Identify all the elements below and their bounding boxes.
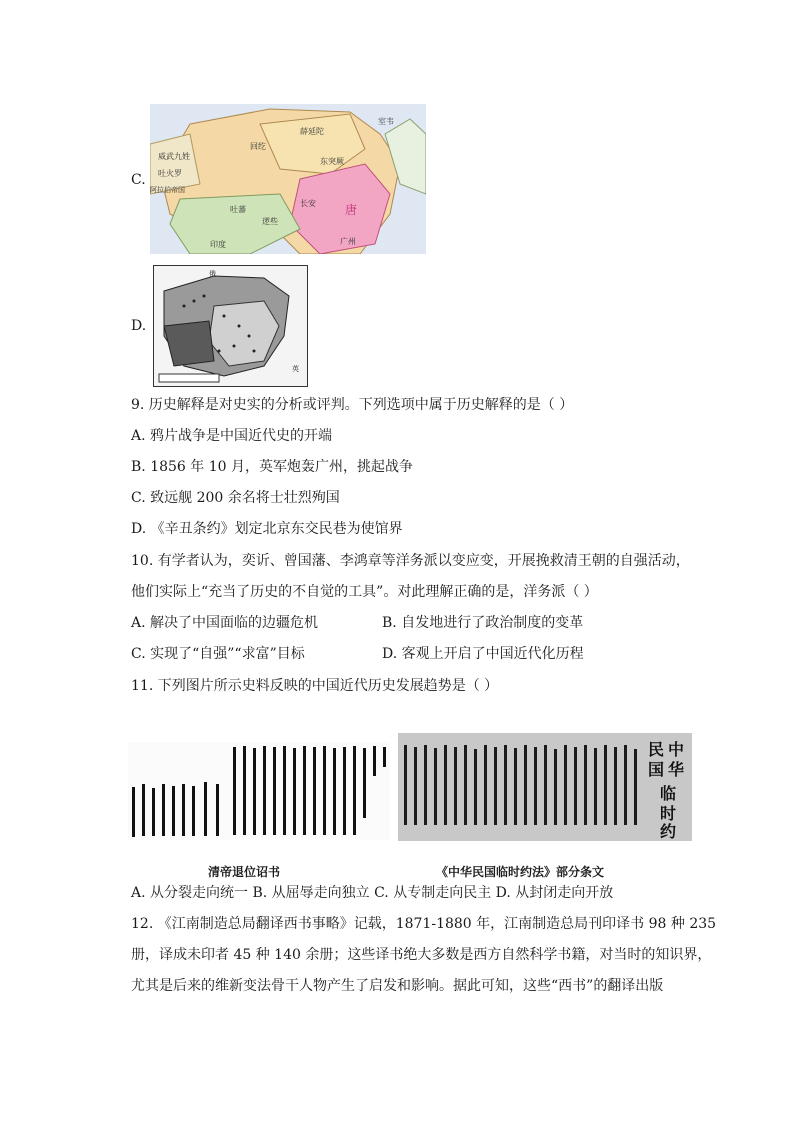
map-label-dongtujue: 东突厥 — [320, 157, 344, 166]
tang-map-svg — [150, 104, 426, 254]
constitution-char-2: 华 — [668, 760, 685, 779]
constitution-char-5: 临 — [660, 784, 677, 803]
qing-abdication-edict-image — [128, 742, 390, 840]
q9-option-c: C. 致远舰 200 余名将士壮烈殉国 — [131, 490, 340, 506]
caption-provisional-constitution: 《中华民国临时约法》部分条文 — [436, 865, 605, 879]
qing-map-svg — [154, 266, 307, 386]
constitution-svg — [398, 733, 692, 841]
constitution-char-1: 中 — [668, 740, 685, 759]
map-label-changan: 长安 — [300, 199, 316, 208]
q10-stem-line2: 他们实际上“充当了历史的不自觉的工具”。对此理解正确的是，洋务派（ ） — [131, 584, 598, 600]
edict-svg — [128, 742, 390, 840]
provisional-constitution-image — [398, 733, 692, 841]
constitution-char-4: 国 — [648, 760, 665, 779]
q12-line3: 尤其是后来的维新变法骨干人物产生了启发和影响。据此可知，这些“西书”的翻译出版 — [131, 978, 664, 994]
q11-options: A. 从分裂走向统一 B. 从屈辱走向独立 C. 从专制走向民主 D. 从封闭走向开放 — [131, 885, 614, 901]
constitution-char-3: 民 — [648, 740, 665, 759]
constitution-char-7: 约 — [660, 822, 677, 841]
q10-option-a: A. 解决了中国面临的边疆危机 — [131, 615, 319, 631]
map-label-tang: 唐 — [345, 203, 358, 217]
map-label-guangzhou: 广州 — [340, 237, 356, 246]
option-c-label: C. — [131, 172, 146, 188]
q9-stem: 9. 历史解释是对史实的分析或评判。下列选项中属于历史解释的是（ ） — [131, 397, 574, 413]
q12-line1: 12. 《江南制造总局翻译西书事略》记载，1871-1880 年，江南制造总局刊印译书 98 种 235 — [131, 916, 717, 932]
map-label-shiwei: 室韦 — [378, 117, 394, 126]
map-label-luoxie: 逻些 — [262, 217, 278, 226]
q9-option-a: A. 鸦片战争是中国近代史的开端 — [131, 428, 333, 444]
tang-dynasty-map — [150, 104, 426, 254]
map-label-jiuxing: 威武九姓 — [158, 152, 190, 161]
map-label-tuhuoluo: 吐火罗 — [158, 169, 182, 178]
map-label-tubo: 吐蕃 — [230, 205, 246, 214]
q9-option-d: D. 《辛丑条约》划定北京东交民巷为使馆界 — [131, 521, 403, 537]
q10-option-c: C. 实现了“自强”“求富”目标 — [131, 646, 305, 662]
q12-line2: 册，译成未印者 45 种 140 余册；这些译书绝大多数是西方自然科学书籍，对当时的知识界， — [131, 947, 712, 963]
caption-abdication-edict: 清帝退位诏书 — [208, 865, 281, 879]
q10-option-b: B. 自发地进行了政治制度的变革 — [382, 615, 584, 631]
q11-stem: 11. 下列图片所示史料反映的中国近代历史发展趋势是（ ） — [131, 678, 499, 694]
q9-option-b: B. 1856 年 10 月，英军炮轰广州，挑起战争 — [131, 459, 413, 475]
qing-territory-map — [153, 265, 308, 387]
map-label-huihe: 回纥 — [250, 142, 266, 151]
option-d-label: D. — [131, 318, 147, 334]
map-label-xueyantuo: 薛延陀 — [300, 127, 324, 136]
q10-option-d: D. 客观上开启了中国近代化历程 — [382, 646, 584, 662]
mapd-label-britain: 英 — [292, 365, 299, 373]
map-label-arab: 阿拉伯帝国 — [150, 186, 185, 194]
map-label-india: 印度 — [210, 240, 226, 249]
constitution-char-6: 时 — [660, 804, 677, 823]
mapd-label-russia: 俄 — [209, 270, 216, 278]
q10-stem-line1: 10. 有学者认为，奕䜣、曾国藩、李鸿章等洋务派以变应变，开展挽救清王朝的自强活动， — [131, 553, 690, 569]
